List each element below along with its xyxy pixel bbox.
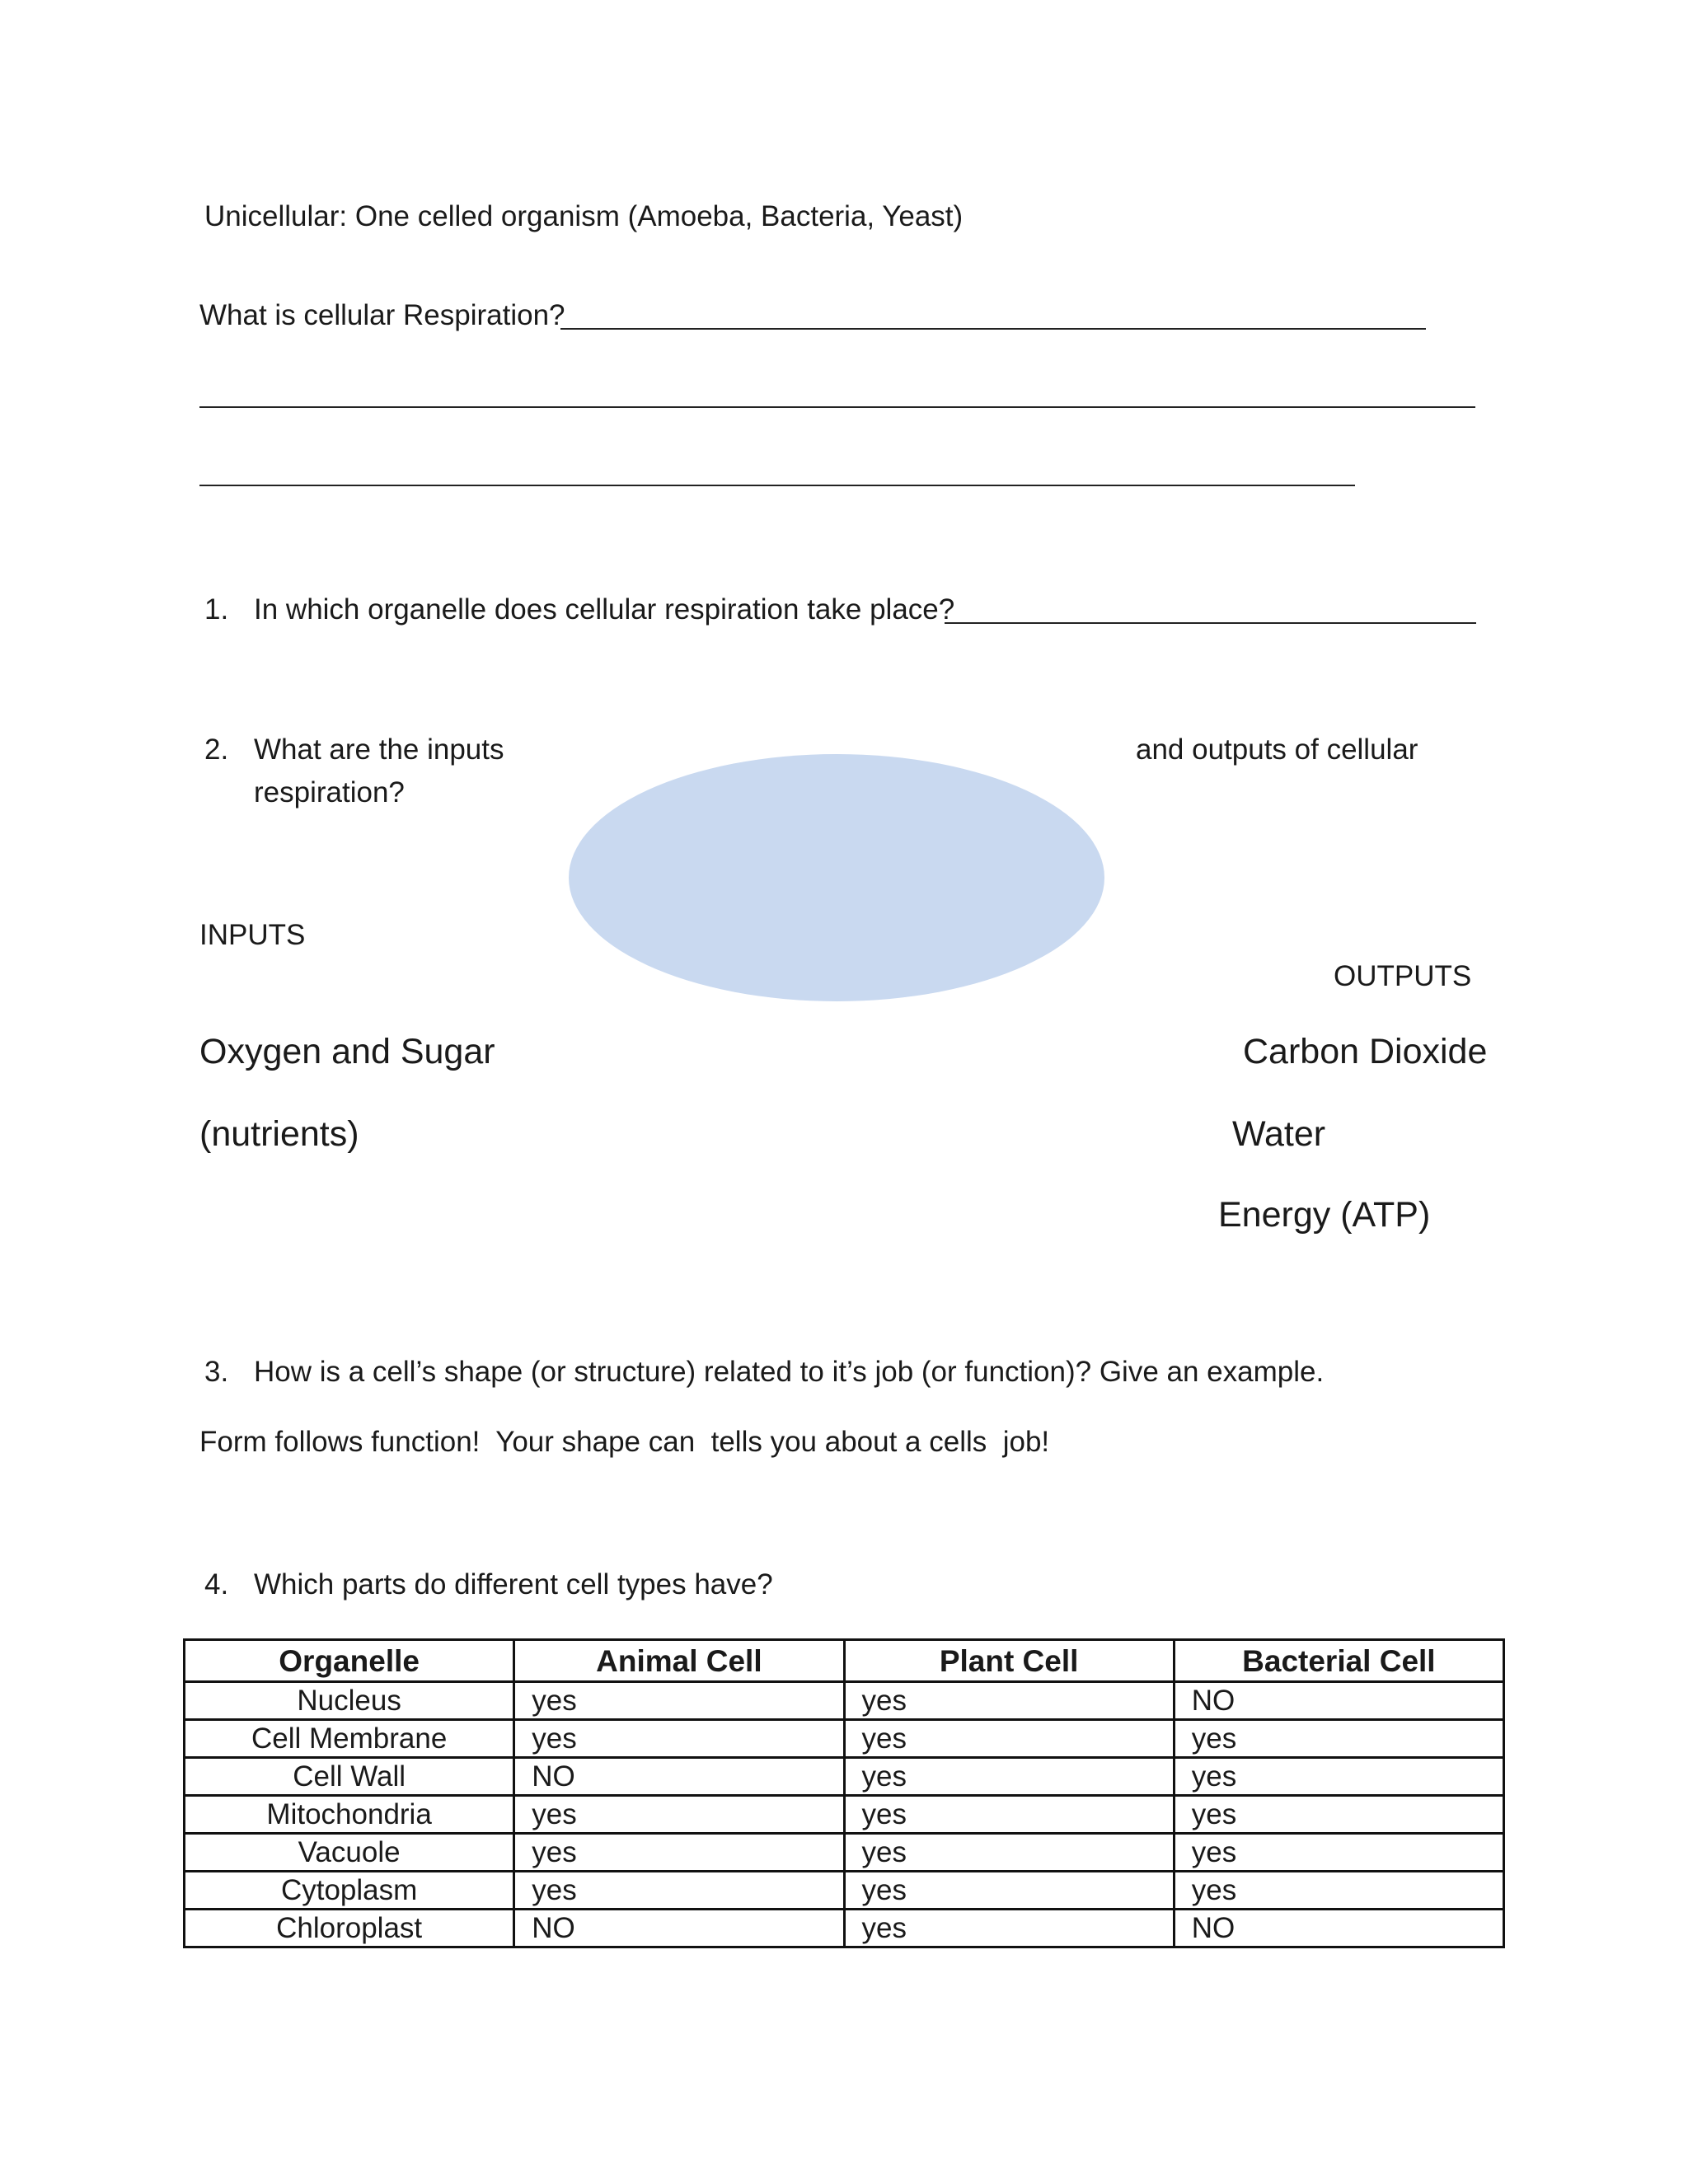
question-2-text-left: What are the inputs (254, 733, 504, 766)
inputs-label: INPUTS (199, 919, 306, 951)
question-2-number: 2. (204, 733, 229, 766)
table-row (185, 1758, 1504, 1796)
header-animal-cell: Animal Cell (514, 1640, 844, 1682)
table-header-row (185, 1640, 1504, 1682)
animal-cell-value: NO (514, 1758, 844, 1796)
table-row (185, 1682, 1504, 1720)
outputs-label: OUTPUTS (1334, 960, 1472, 992)
animal-cell-value: yes (514, 1834, 844, 1872)
question-3-answer: Form follows function! Your shape can tells you about a cells job! (199, 1426, 1050, 1458)
table-row (185, 1720, 1504, 1758)
plant-cell-value: yes (844, 1720, 1174, 1758)
header-organelle: Organelle (185, 1640, 514, 1682)
organelle-cell: Chloroplast (185, 1910, 514, 1947)
animal-cell-value: yes (514, 1682, 844, 1720)
plant-cell-value: yes (844, 1872, 1174, 1910)
bacterial-cell-value: yes (1174, 1872, 1503, 1910)
animal-cell-value: yes (514, 1720, 844, 1758)
bacterial-cell-value: NO (1174, 1910, 1503, 1947)
table-row (185, 1910, 1504, 1947)
table-row (185, 1872, 1504, 1910)
header-plant-cell: Plant Cell (844, 1640, 1174, 1682)
bacterial-cell-value: yes (1174, 1720, 1503, 1758)
question-3-number: 3. (204, 1356, 229, 1388)
organelle-cell: Mitochondria (185, 1796, 514, 1834)
table-row (185, 1796, 1504, 1834)
organelle-table (183, 1638, 1505, 1948)
question-4-number: 4. (204, 1568, 229, 1601)
question-1-text: In which organelle does cellular respiration take place? (254, 593, 955, 626)
header-bacterial-cell: Bacterial Cell (1174, 1640, 1503, 1682)
question-3-text: How is a cell’s shape (or structure) related to it’s job (or function)? Give an example. (254, 1356, 1325, 1388)
plant-cell-value: yes (844, 1910, 1174, 1947)
bacterial-cell-value: NO (1174, 1682, 1503, 1720)
input-item-2: (nutrients) (199, 1114, 359, 1154)
plant-cell-value: yes (844, 1682, 1174, 1720)
plant-cell-value: yes (844, 1796, 1174, 1834)
organelle-cell: Vacuole (185, 1834, 514, 1872)
bacterial-cell-value: yes (1174, 1834, 1503, 1872)
output-item-1: Carbon Dioxide (1243, 1032, 1488, 1071)
organelle-cell: Cytoplasm (185, 1872, 514, 1910)
organelle-cell: Cell Wall (185, 1758, 514, 1796)
table-row (185, 1834, 1504, 1872)
bacterial-cell-value: yes (1174, 1796, 1503, 1834)
unicellular-definition: Unicellular: One celled organism (Amoeba, Bacteria, Yeast) (204, 200, 964, 232)
animal-cell-value: yes (514, 1796, 844, 1834)
plant-cell-value: yes (844, 1834, 1174, 1872)
question-2-text-line2: respiration? (254, 776, 405, 808)
answer-blank-1[interactable] (560, 328, 1426, 330)
question-1-blank[interactable] (945, 622, 1476, 624)
question-4-text: Which parts do different cell types have? (254, 1568, 773, 1601)
answer-blank-2[interactable] (199, 406, 1475, 408)
cell-ellipse (569, 754, 1104, 1001)
bacterial-cell-value: yes (1174, 1758, 1503, 1796)
organelle-cell: Cell Membrane (185, 1720, 514, 1758)
organelle-cell: Nucleus (185, 1682, 514, 1720)
question-1-number: 1. (204, 593, 229, 626)
input-item-1: Oxygen and Sugar (199, 1032, 495, 1071)
respiration-question: What is cellular Respiration? (199, 299, 565, 331)
output-item-2: Water (1232, 1114, 1326, 1154)
question-2-text-right: and outputs of cellular (1136, 733, 1418, 766)
answer-blank-3[interactable] (199, 485, 1355, 486)
output-item-3: Energy (ATP) (1218, 1195, 1431, 1235)
animal-cell-value: yes (514, 1872, 844, 1910)
plant-cell-value: yes (844, 1758, 1174, 1796)
animal-cell-value: NO (514, 1910, 844, 1947)
